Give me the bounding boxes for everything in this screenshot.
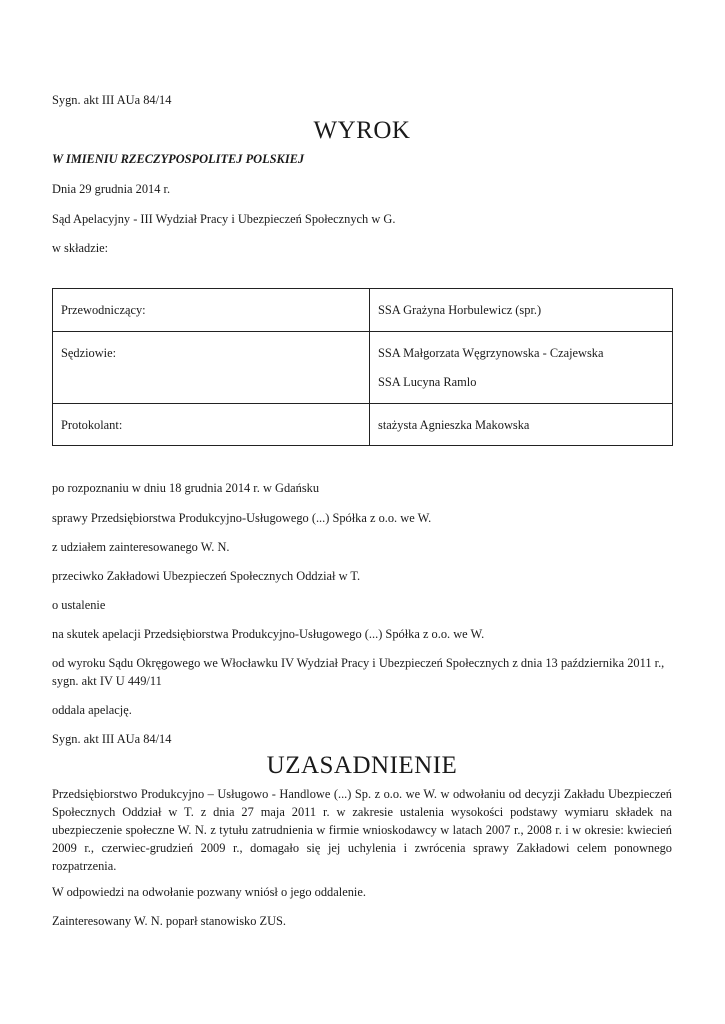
- composition-intro: w składzie:: [52, 241, 109, 255]
- justification-title: UZASADNIENIE: [266, 752, 458, 779]
- justification-case-number: Sygn. akt III AUa 84/14: [52, 732, 172, 746]
- document-title: WYROK: [313, 117, 411, 144]
- composition-row-judges: [53, 332, 673, 404]
- composition-role: Protokolant:: [53, 404, 370, 446]
- composition-names: SSA Małgorzata Węgrzynowska - Czajewska SSA Lucyna Ramlo: [370, 332, 673, 404]
- ruling-subject: o ustalenie: [52, 598, 106, 612]
- composition-names: SSA Grażyna Horbulewicz (spr.): [370, 289, 673, 332]
- ruling-judgment-ref: od wyroku Sądu Okręgowego we Włocławku IV Wydział Pracy i Ubezpieczeń Społecznych z dnia 13 października 2011 r., sygn. akt IV U 449/11: [52, 656, 665, 688]
- ruling-participant: z udziałem zainteresowanego W. N.: [52, 540, 230, 554]
- composition-row-chair: [53, 289, 673, 332]
- composition-row-clerk: [53, 404, 673, 446]
- ruling-decision: oddala apelację.: [52, 703, 132, 717]
- ruling-hearing: po rozpoznaniu w dniu 18 grudnia 2014 r. w Gdańsku: [52, 481, 320, 495]
- ruling-against: przeciwko Zakładowi Ubezpieczeń Społecznych Oddział w T.: [52, 569, 361, 583]
- justification-paragraph: W odpowiedzi na odwołanie pozwany wniósł o jego oddalenie.: [52, 885, 366, 899]
- composition-names: stażysta Agnieszka Makowska: [370, 404, 673, 446]
- ruling-case-of: sprawy Przedsiębiorstwa Produkcyjno-Usługowego (...) Spółka z o.o. we W.: [52, 511, 432, 525]
- judgment-date: Dnia 29 grudnia 2014 r.: [52, 182, 171, 196]
- court-name: Sąd Apelacyjny - III Wydział Pracy i Ubezpieczeń Społecznych w G.: [52, 212, 396, 226]
- ruling-appeal: na skutek apelacji Przedsiębiorstwa Produkcyjno-Usługowego (...) Spółka z o.o. we W.: [52, 627, 485, 641]
- composition-role: Przewodniczący:: [53, 289, 370, 332]
- justification-paragraph: Zainteresowany W. N. poparł stanowisko ZUS.: [52, 914, 287, 928]
- composition-table: [52, 288, 673, 446]
- composition-role: Sędziowie:: [53, 332, 370, 404]
- justification-paragraph: Przedsiębiorstwo Produkcyjno – Usługowo - Handlowe (...) Sp. z o.o. we W. w odwołaniu od decyzji Zakładu Ubezpieczeń Społecznych Oddział w T. z dnia 27 maja 2011 r. w zakresie ustalenia wysokości podstawy wymiaru składek na ubezpieczenie społeczne W. N. z tytułu zatrudnienia w firmie wnioskodawcy w latach 2007 r., 2008 r. i w okresie: kwiecień 2009 r., czerwiec-grudzień 2009 r., domagało się jej uchylenia i zwrócenia sprawy Zakładowi celem ponownego rozpatrzenia.: [52, 787, 672, 873]
- motto: W IMIENIU RZECZYPOSPOLITEJ POLSKIEJ: [52, 152, 305, 166]
- case-number: Sygn. akt III AUa 84/14: [52, 93, 172, 107]
